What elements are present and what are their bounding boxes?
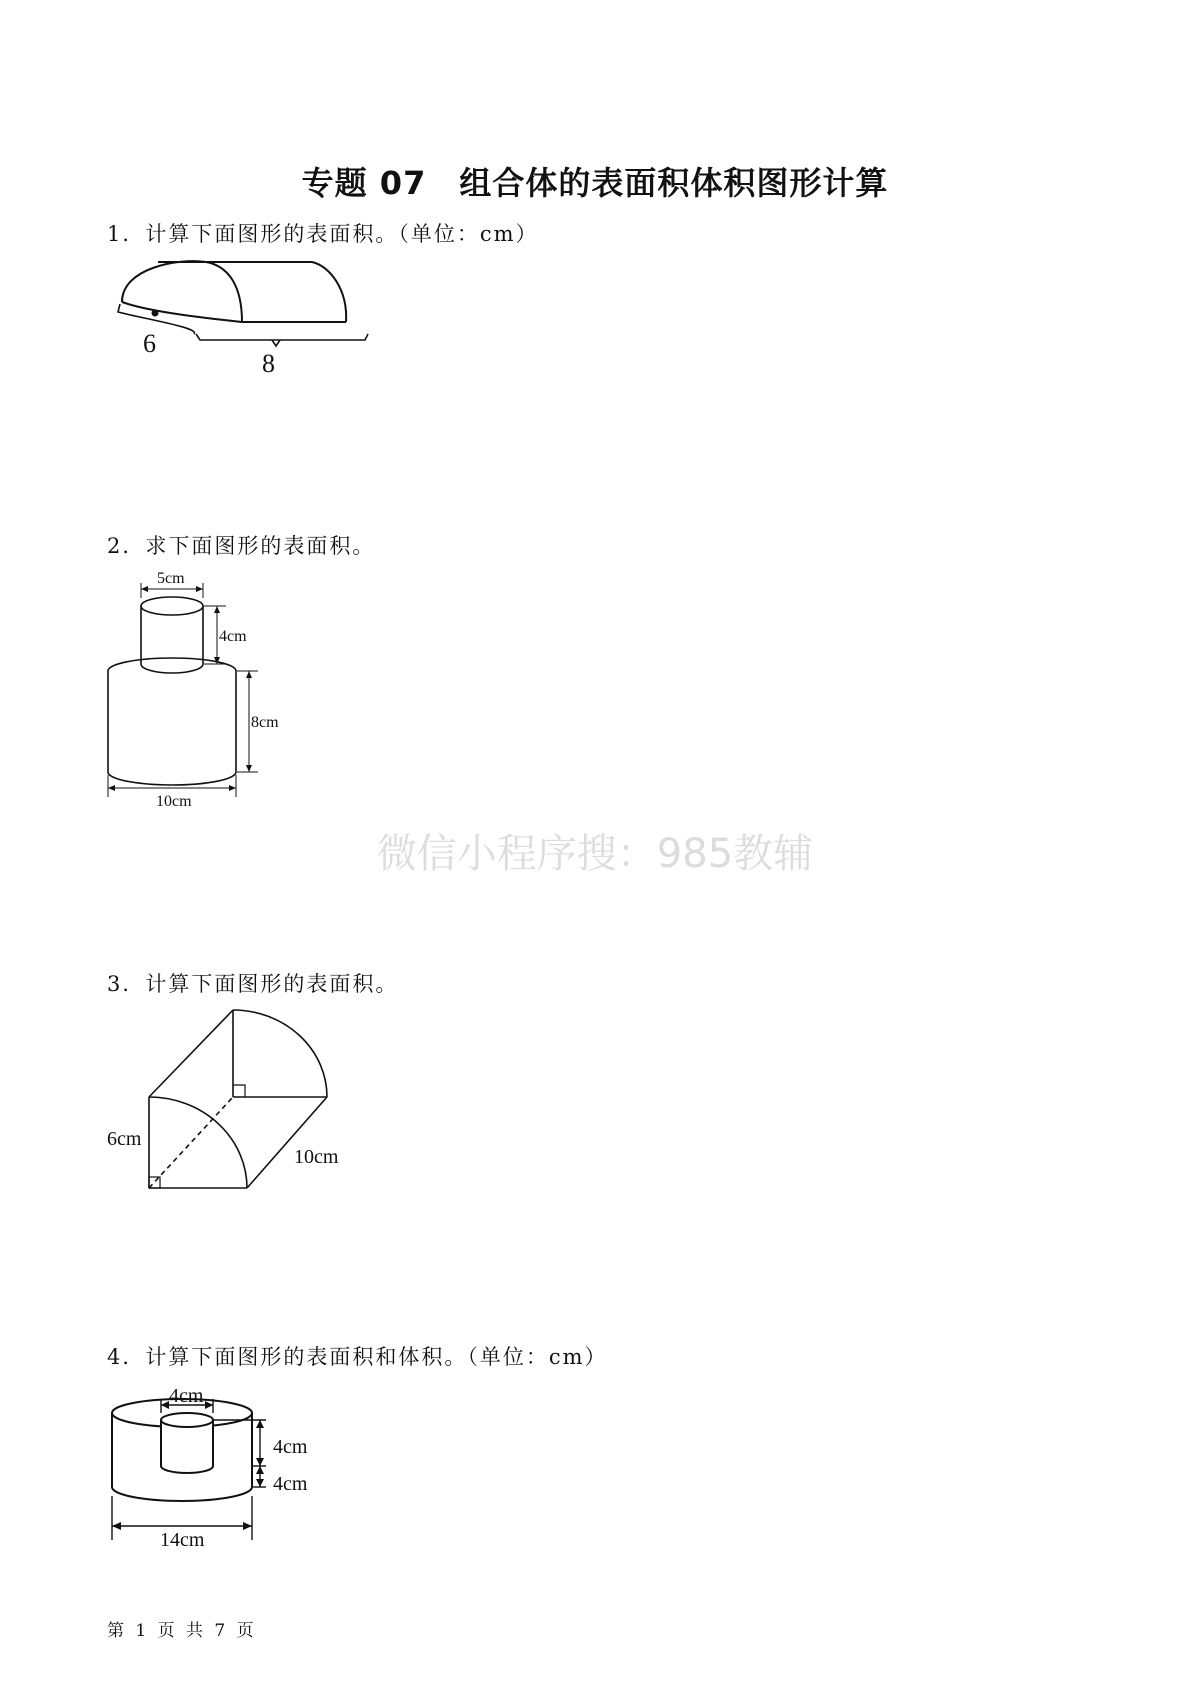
- figure-3-label-10cm: 10cm: [294, 1146, 339, 1168]
- watermark: 微信小程序搜：985教辅: [376, 831, 814, 877]
- figure-2-label-8cm: 8cm: [251, 714, 279, 731]
- figure-1-label-6: 6: [143, 329, 156, 358]
- question-1-text: 1．计算下面图形的表面积。（单位：cm）: [107, 222, 539, 246]
- figure-2-label-10cm: 10cm: [156, 793, 192, 810]
- question-2-text: 2．求下面图形的表面积。: [107, 534, 376, 558]
- page-title: 专题 07 组合体的表面积体积图形计算: [301, 164, 889, 202]
- figure-4-label-top-height: 4cm: [273, 1436, 308, 1458]
- figure-4-label-base-diameter: 14cm: [160, 1529, 205, 1551]
- figure-1-label-8: 8: [262, 349, 275, 378]
- figure-2-label-4cm: 4cm: [219, 628, 247, 645]
- figure-2-label-5cm: 5cm: [157, 570, 185, 587]
- page-footer: 第 1 页 共 7 页: [107, 1621, 257, 1641]
- figure-4-label-base-height: 4cm: [273, 1473, 308, 1495]
- figure-4-label-top-diameter: 4cm: [169, 1385, 204, 1407]
- question-3-text: 3．计算下面图形的表面积。: [107, 972, 399, 996]
- question-4-text: 4．计算下面图形的表面积和体积。（单位：cm）: [107, 1345, 608, 1369]
- figure-3-label-6cm: 6cm: [107, 1128, 142, 1150]
